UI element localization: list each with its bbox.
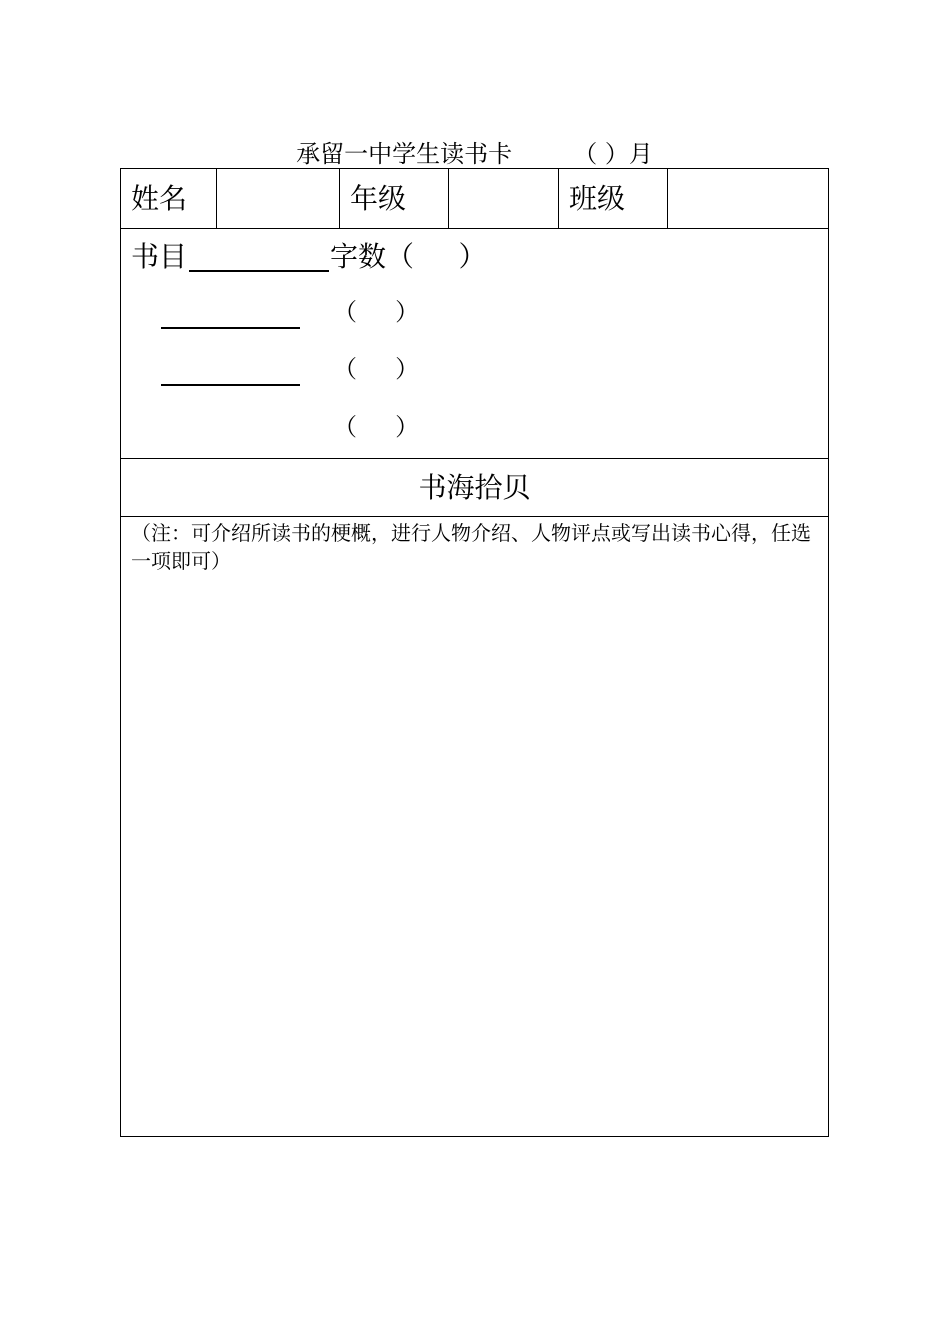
- book-title-blank-3[interactable]: [161, 384, 300, 386]
- word-count-blank-4[interactable]: （ ）: [333, 413, 420, 441]
- grade-label: 年级: [350, 182, 407, 215]
- name-label: 姓名: [131, 182, 188, 215]
- grade-field[interactable]: [449, 169, 558, 228]
- class-label: 班级: [569, 182, 626, 215]
- word-count-blank-2[interactable]: （ ）: [333, 298, 420, 326]
- book-list-section: [121, 229, 828, 459]
- instruction-note: （注：可介绍所读书的梗概，进行人物介绍、人物评点或写出读书心得，任选一项即可）: [131, 521, 811, 573]
- school-card-title: 承留一中学生读书卡: [296, 140, 513, 168]
- word-count-blank-3[interactable]: （ ）: [333, 355, 420, 383]
- name-field[interactable]: [217, 169, 339, 228]
- card-title: [120, 138, 829, 170]
- book-title-blank-2[interactable]: [161, 327, 300, 329]
- class-field[interactable]: [668, 169, 828, 228]
- student-info-row: [121, 169, 828, 229]
- book-title-blank-1[interactable]: [189, 270, 329, 272]
- month-label: （ ）月: [573, 140, 653, 168]
- section-title: 书海拾贝: [121, 459, 828, 517]
- book-label: 书目: [131, 240, 188, 273]
- word-count-label: 字数（ ）: [330, 240, 487, 273]
- reading-card: [120, 168, 829, 1137]
